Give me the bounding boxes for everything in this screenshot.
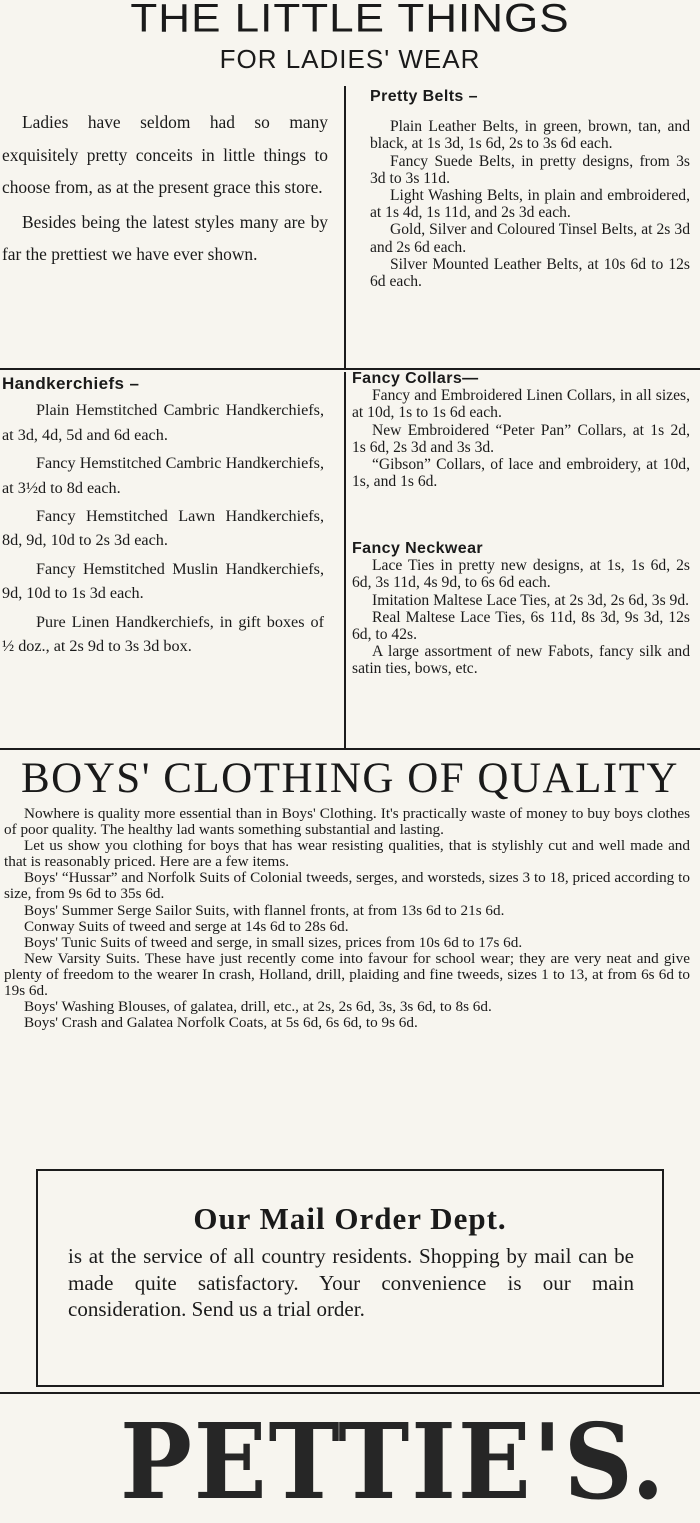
list-item: Light Washing Belts, in plain and embroidered, at 1s 4d, 1s 11d, and 2s 3d each. — [370, 187, 690, 222]
boys-paragraph: Boys' “Hussar” and Norfolk Suits of Colonial tweeds, serges, and worsteds, sizes 3 to 18, priced according to size, from 9s 6d to 35s 6d. — [4, 869, 690, 903]
fancy-collars-section — [352, 370, 690, 490]
fancy-neckwear-heading: Fancy Neckwear — [352, 540, 484, 557]
pretty-belts-list — [370, 118, 690, 290]
list-item: Fancy Suede Belts, in pretty designs, from 3s 3d to 3s 11d. — [370, 152, 690, 187]
pretty-belts-section — [370, 88, 690, 290]
list-item: Fancy Hemstitched Lawn Handkerchiefs, 8d, 9d, 10d to 2s 3d each. — [2, 507, 324, 550]
column-divider-lower — [344, 372, 346, 748]
fancy-collars-list — [352, 387, 690, 490]
intro-paragraph-1: Ladies have seldom had so many exquisitely pretty conceits in little things to choose from, as at the present grace this store. — [2, 112, 328, 197]
list-item: Gold, Silver and Coloured Tinsel Belts, at 2s 3d and 2s 6d each. — [370, 221, 690, 256]
page-subtitle: FOR LADIES' WEAR — [219, 44, 481, 74]
handkerchiefs-section — [2, 372, 324, 662]
handkerchiefs-heading: Handkerchiefs – — [2, 374, 140, 393]
list-item: Lace Ties in pretty new designs, at 1s, 1s 6d, 2s 6d, 3s 11d, 4s 9d, to 6s 6d each. — [352, 557, 690, 592]
intro-text — [2, 106, 328, 271]
fancy-neckwear-section — [352, 540, 690, 678]
boys-paragraph: Let us show you clothing for boys that has wear resisting qualities, that is stylishly cut and well made and that is reasonably priced. Here are a few items. — [4, 837, 690, 871]
list-item: Fancy and Embroidered Linen Collars, in all sizes, at 10d, 1s to 1s 6d each. — [352, 387, 690, 422]
page-title: THE LITTLE THINGS — [130, 0, 570, 41]
boys-paragraph: Boys' Crash and Galatea Norfolk Coats, at 5s 6d, 6s 6d, to 9s 6d. — [24, 1014, 418, 1032]
mail-order-box — [36, 1169, 664, 1387]
column-divider-upper — [344, 86, 346, 368]
fancy-neckwear-list — [352, 557, 690, 677]
boys-paragraph: New Varsity Suits. These have just recently come into favour for school wear; they are very neat and give plenty of freedom to the wearer In crash, Holland, drill, plaiding and fine tweeds, sizes 1 to 13, at from 6s 6d to 19s 6d. — [4, 949, 690, 1000]
list-item: Plain Leather Belts, in green, brown, tan, and black, at 1s 3d, 1s 6d, 2s to 3s 6d each. — [370, 118, 690, 153]
list-item: Plain Hemstitched Cambric Handkerchiefs, at 3d, 4d, 5d and 6d each. — [2, 401, 324, 444]
mail-order-body: is at the service of all country residents. Shopping by mail can be made quite satisfactory. Your convenience is our main consideration. Send us a trial order. — [68, 1244, 634, 1321]
logo-text: PETTIE'S. — [120, 1400, 667, 1523]
boys-paragraph: Boys' Summer Serge Sailor Suits, with flannel fronts, at from 13s 6d to 21s 6d. — [24, 901, 505, 919]
boys-clothing-title: BOYS' CLOTHING OF QUALITY — [21, 755, 679, 802]
boys-paragraph: Nowhere is quality more essential than in Boys' Clothing. It's practically waste of money to buy boys clothes of poor quality. The healthy lad wants something substantial and lasting. — [4, 805, 690, 839]
list-item: Imitation Maltese Lace Ties, at 2s 3d, 2s 6d, 3s 9d. — [372, 591, 690, 609]
boys-paragraph: Boys' Washing Blouses, of galatea, drill, etc., at 2s, 2s 6d, 3s, 3s 6d, to 8s 6d. — [24, 998, 492, 1016]
pettie-logo — [100, 1400, 667, 1523]
mail-order-title: Our Mail Order Dept. — [193, 1201, 507, 1236]
list-item: Fancy Hemstitched Muslin Handkerchiefs, 9d, 10d to 1s 3d each. — [2, 559, 324, 603]
list-item: A large assortment of new Fabots, fancy silk and satin ties, bows, etc. — [352, 643, 690, 678]
list-item: Real Maltese Lace Ties, 6s 11d, 8s 3d, 9s 3d, 12s 6d, to 42s. — [352, 608, 690, 644]
list-item: “Gibson” Collars, of lace and embroidery, at 10d, 1s, and 1s 6d. — [352, 456, 690, 491]
list-item: New Embroidered “Peter Pan” Collars, at 1s 2d, 1s 6d, 2s 3d and 3s 3d. — [352, 421, 690, 456]
boys-paragraph: Conway Suits of tweed and serge at 14s 6d to 28s 6d. — [24, 917, 349, 935]
boys-clothing-text — [4, 806, 690, 1031]
handkerchiefs-list — [2, 398, 324, 658]
boys-paragraph: Boys' Tunic Suits of tweed and serge, in small sizes, prices from 10s 6d to 17s 6d. — [24, 933, 523, 951]
section-divider-boys — [0, 748, 700, 750]
list-item: Pure Linen Handkerchiefs, in gift boxes of ½ doz., at 2s 9d to 3s 3d box. — [2, 612, 324, 656]
bottom-divider — [0, 1392, 700, 1394]
list-item: Silver Mounted Leather Belts, at 10s 6d to 12s 6d each. — [370, 255, 690, 291]
list-item: Fancy Hemstitched Cambric Handkerchiefs, at 3½d to 8d each. — [2, 454, 324, 497]
pretty-belts-heading: Pretty Belts – — [370, 88, 478, 105]
fancy-collars-heading: Fancy Collars— — [352, 370, 479, 387]
intro-paragraph-2: Besides being the latest styles many are by far the prettiest we have ever shown. — [2, 211, 328, 264]
